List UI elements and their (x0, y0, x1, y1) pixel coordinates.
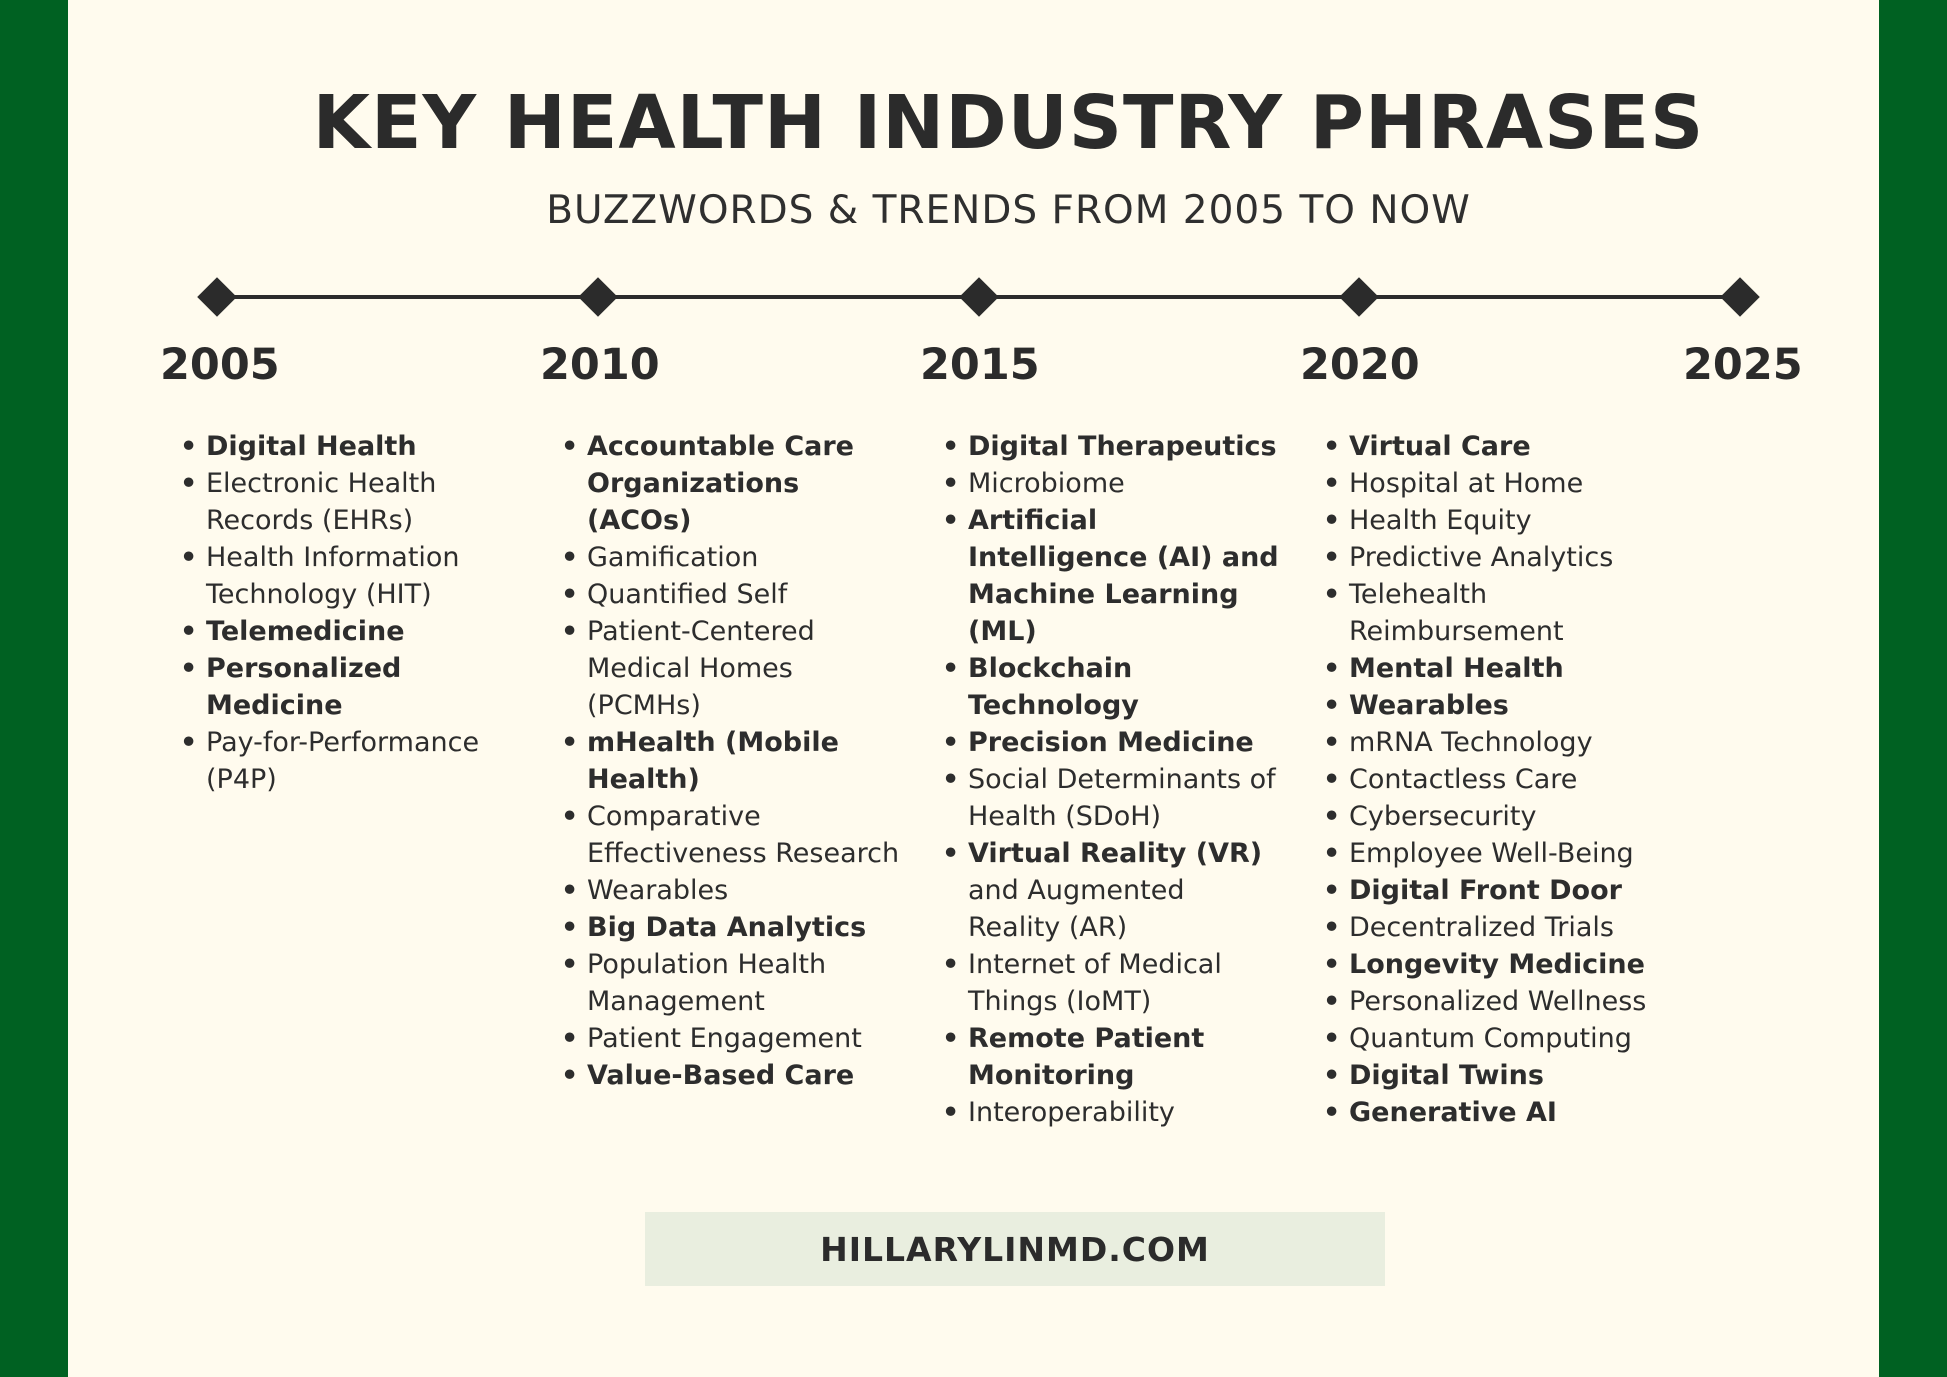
phrase-item (561, 946, 901, 1020)
year-label-2015: 2015 (920, 340, 1040, 390)
phrase-item (1323, 428, 1653, 465)
phrase-text: Telemedicine (206, 616, 405, 647)
phrase-text: Gamification (587, 542, 759, 573)
timeline (0, 260, 1947, 340)
phrase-text: Comparative Effectiveness Research (587, 801, 900, 869)
phrase-text: Mental Health (1349, 653, 1564, 684)
phrase-text: Health Information Technology (HIT) (206, 542, 460, 610)
phrase-text: Telehealth Reimbursement (1349, 579, 1564, 647)
phrase-suffix: and Augmented Reality (AR) (968, 875, 1185, 943)
phrase-text: Digital Health (206, 431, 417, 462)
phrase-item (942, 502, 1282, 650)
phrase-item (942, 1020, 1282, 1094)
phrase-text: Decentralized Trials (1349, 912, 1614, 943)
phrase-text: Blockchain Technology (968, 653, 1139, 721)
phrase-item (1323, 465, 1653, 502)
year-label-2025: 2025 (1683, 340, 1803, 390)
phrase-text: Generative AI (1349, 1097, 1557, 1128)
timeline-marker-2010 (578, 277, 618, 317)
phrase-text: Microbiome (968, 468, 1125, 499)
phrase-item (1323, 983, 1653, 1020)
year-label-2005: 2005 (160, 340, 280, 390)
phrase-item (1323, 835, 1653, 872)
phrase-item (561, 539, 901, 576)
phrase-item (942, 946, 1282, 1020)
website-banner: HILLARYLINMD.COM (645, 1212, 1385, 1286)
phrase-text: Digital Front Door (1349, 875, 1622, 906)
phrase-item (942, 835, 1282, 946)
phrase-item (1323, 1057, 1653, 1094)
phrase-item (1323, 909, 1653, 946)
phrase-item (561, 428, 901, 539)
phrase-item (942, 465, 1282, 502)
timeline-marker-2005 (197, 277, 237, 317)
phrase-item (1323, 761, 1653, 798)
phrase-text: Pay-for-Performance (P4P) (206, 727, 480, 795)
phrase-text: Predictive Analytics (1349, 542, 1614, 573)
phrase-text: Interoperability (968, 1097, 1175, 1128)
phrase-item (1323, 946, 1653, 983)
phrase-item (942, 724, 1282, 761)
phrase-text: Value-Based Care (587, 1060, 855, 1091)
phrase-item (942, 428, 1282, 465)
phrase-text: Electronic Health Records (EHRs) (206, 468, 437, 536)
phrase-text: Patient-Centered Medical Homes (PCMHs) (587, 616, 815, 721)
phrase-item (942, 761, 1282, 835)
phrase-item (1323, 798, 1653, 835)
phrase-item (561, 724, 901, 798)
phrase-list-2010 (561, 428, 901, 1094)
phrase-item (1323, 650, 1653, 687)
phrase-text: mHealth (Mobile Health) (587, 727, 839, 795)
phrase-item (561, 798, 901, 872)
phrase-item (1323, 724, 1653, 761)
phrase-item (1323, 872, 1653, 909)
phrase-text: Hospital at Home (1349, 468, 1584, 499)
timeline-marker-2015 (959, 277, 999, 317)
page-title: KEY HEALTH INDUSTRY PHRASES (312, 80, 1705, 166)
phrase-text: Wearables (1349, 690, 1509, 721)
phrase-item (1323, 539, 1653, 576)
phrase-item (1323, 1094, 1653, 1131)
phrase-text: Social Determinants of Health (SDoH) (968, 764, 1276, 832)
phrase-item (561, 909, 901, 946)
phrase-item (180, 539, 520, 613)
year-label-2020: 2020 (1300, 340, 1420, 390)
phrase-item (561, 1057, 901, 1094)
phrase-text: Quantified Self (587, 579, 788, 610)
phrase-text: Virtual Reality (VR) (968, 838, 1263, 869)
phrase-text: Precision Medicine (968, 727, 1254, 758)
phrase-text: Artificial Intelligence (AI) and Machine Learning (ML) (968, 505, 1279, 647)
phrase-text: Patient Engagement (587, 1023, 862, 1054)
phrase-list-2005 (180, 428, 520, 798)
phrase-text: Contactless Care (1349, 764, 1578, 795)
phrase-text: Population Health Management (587, 949, 827, 1017)
phrase-item (1323, 502, 1653, 539)
phrase-item (180, 650, 520, 724)
phrase-item (1323, 687, 1653, 724)
phrase-item (561, 613, 901, 724)
phrase-list-2020 (1323, 428, 1653, 1131)
phrase-item (180, 613, 520, 650)
phrase-item (561, 1020, 901, 1057)
phrase-item (942, 650, 1282, 724)
phrase-item (180, 724, 520, 798)
phrase-item (942, 1094, 1282, 1131)
phrase-text: Personalized Wellness (1349, 986, 1647, 1017)
phrase-text: Personalized Medicine (206, 653, 402, 721)
phrase-text: Employee Well-Being (1349, 838, 1634, 869)
phrase-text: Internet of Medical Things (IoMT) (968, 949, 1222, 1017)
page-subtitle: BUZZWORDS & TRENDS FROM 2005 TO NOW (546, 188, 1471, 233)
phrase-item (561, 576, 901, 613)
phrase-item (1323, 1020, 1653, 1057)
phrase-item (180, 465, 520, 539)
phrase-text: Quantum Computing (1349, 1023, 1632, 1054)
phrase-text: Big Data Analytics (587, 912, 867, 943)
phrase-list-2015 (942, 428, 1282, 1131)
phrase-item (1323, 576, 1653, 650)
timeline-marker-2020 (1339, 277, 1379, 317)
phrase-text: Remote Patient Monitoring (968, 1023, 1205, 1091)
phrase-text: Accountable Care Organizations (ACOs) (587, 431, 854, 536)
phrase-text: Health Equity (1349, 505, 1532, 536)
phrase-text: Cybersecurity (1349, 801, 1537, 832)
year-label-2010: 2010 (540, 340, 660, 390)
phrase-text: Wearables (587, 875, 729, 906)
phrase-text: Longevity Medicine (1349, 949, 1645, 980)
timeline-marker-2025 (1720, 277, 1760, 317)
phrase-text: Digital Twins (1349, 1060, 1544, 1091)
phrase-item (180, 428, 520, 465)
phrase-text: Digital Therapeutics (968, 431, 1277, 462)
phrase-text: mRNA Technology (1349, 727, 1593, 758)
phrase-item (561, 872, 901, 909)
phrase-text: Virtual Care (1349, 431, 1531, 462)
